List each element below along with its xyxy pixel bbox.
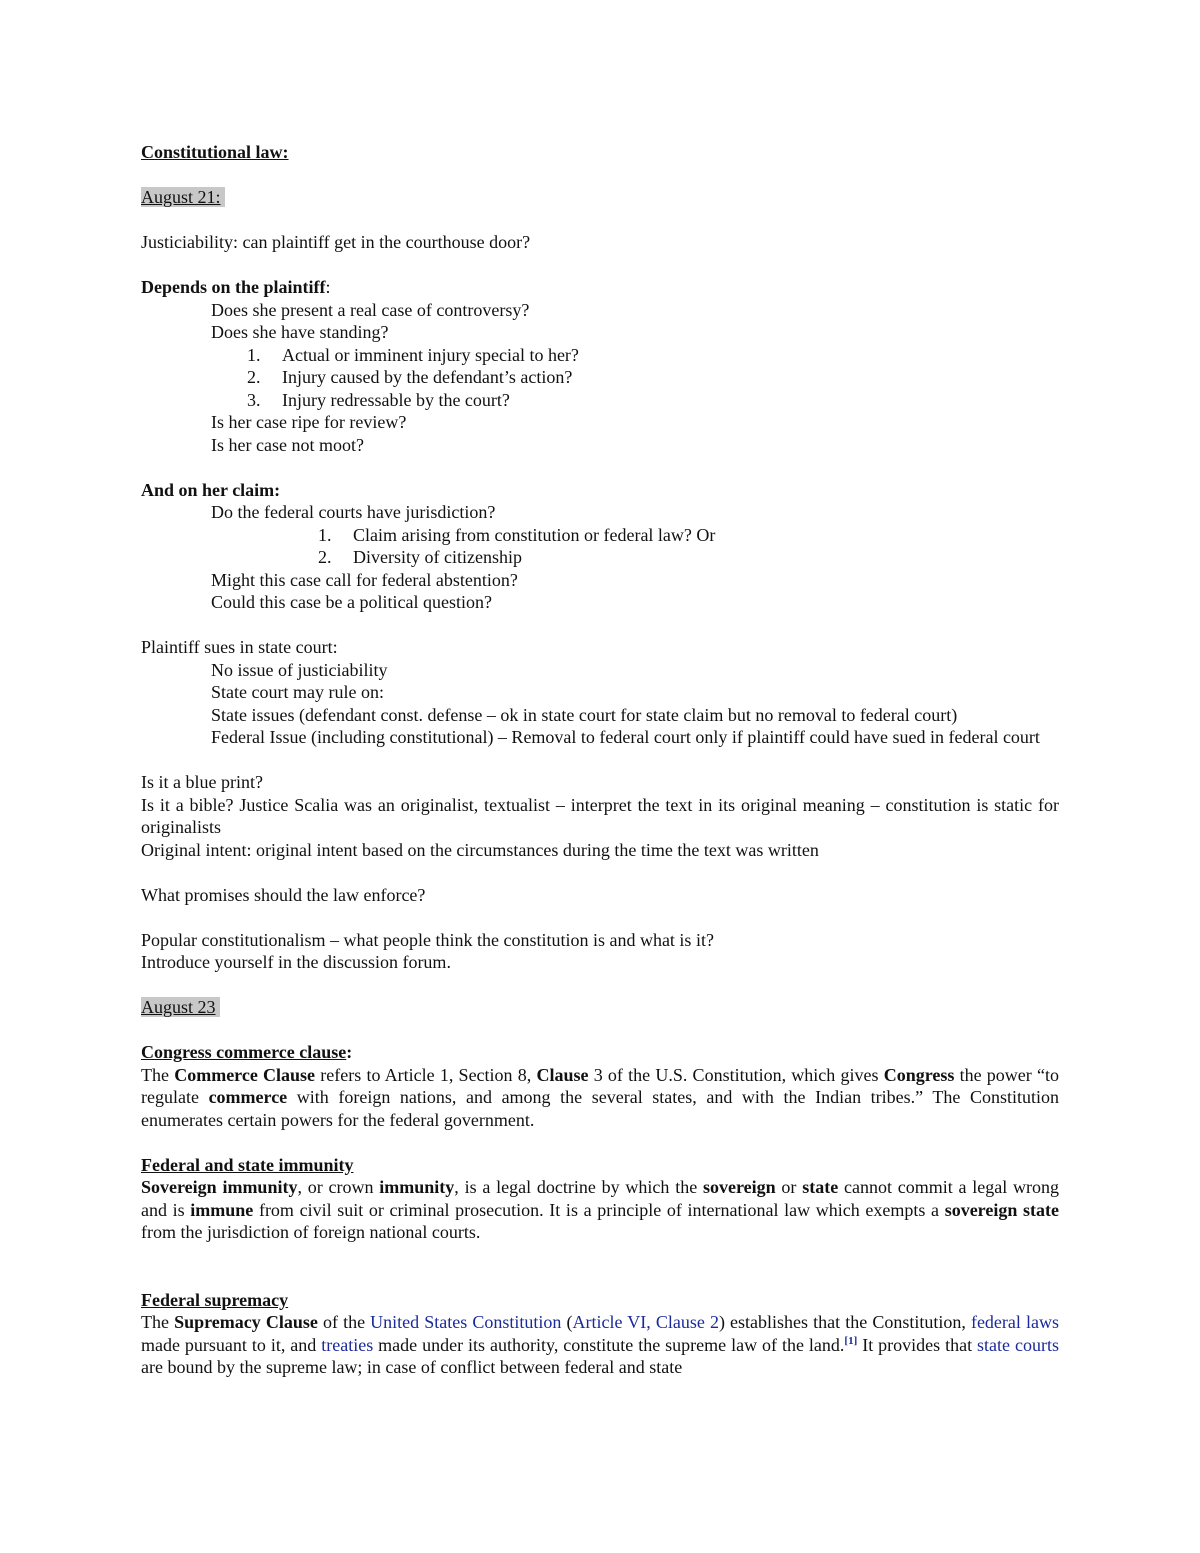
claim-question: Do the federal courts have jurisdiction?	[211, 502, 496, 522]
bible-line: Is it a bible? Justice Scalia was an originalist, textualist – interpret the text in its original meaning – constitution is static for originalists	[141, 794, 1059, 837]
popular-line: Popular constitutionalism – what people think the constitution is and what is it?	[141, 929, 714, 950]
supremacy-paragraph: The Supremacy Clause of the United States Constitution (Article VI, Clause 2) establishes that the Constitution, federal laws made pursuant to it, and treaties made under its authority, constitute the supreme law of the land.[1] It provides that state courts are bound by the supreme law; in case of conflict between federal and state	[141, 1312, 1060, 1377]
list-number: 3.	[247, 389, 261, 410]
state-court-item: No issue of justiciability	[211, 659, 388, 680]
link-state-courts[interactable]: state courts	[977, 1334, 1059, 1355]
list-text: Actual or imminent injury special to her?	[282, 344, 579, 365]
state-court-item: Federal Issue (including constitutional) – Removal to federal court only if plaintiff could have sued in federal court	[211, 727, 1040, 747]
state-court-item: State issues (defendant const. defense – ok in state court for state claim but no removal to federal court)	[211, 704, 958, 725]
plaintiff-question: Is her case not moot?	[211, 434, 364, 455]
list-item	[141, 524, 1059, 547]
list-text: Diversity of citizenship	[353, 547, 522, 567]
introduce-line: Introduce yourself in the discussion forum.	[141, 952, 451, 972]
link-united-states-constitution[interactable]: United States Constitution	[370, 1312, 562, 1332]
original-intent-line: Original intent: original intent based on the circumstances during the time the text was written	[141, 839, 819, 860]
claim-question: Could this case be a political question?	[211, 592, 492, 612]
justiciability-line: Justiciability: can plaintiff get in the courthouse door?	[141, 232, 531, 252]
document-title: Constitutional law:	[141, 142, 289, 162]
list-item	[141, 389, 1059, 412]
date-heading-august-23: August 23	[141, 997, 220, 1017]
plaintiff-heading: Depends on the plaintiff:	[141, 277, 331, 297]
immunity-heading: Federal and state immunity	[141, 1154, 354, 1175]
list-text: Claim arising from constitution or federal law? Or	[353, 524, 716, 545]
list-number: 2.	[318, 547, 332, 567]
list-item	[141, 366, 1059, 389]
list-number: 2.	[247, 367, 261, 387]
claim-heading: And on her claim:	[141, 479, 281, 500]
date-heading-august-21: August 21:	[141, 187, 225, 207]
list-text: Injury caused by the defendant’s action?	[282, 367, 573, 387]
immunity-paragraph: Sovereign immunity, or crown immunity, is a legal doctrine by which the sovereign or state cannot commit a legal wrong and is immune from civil suit or criminal prosecution. It is a principle of international law which exempts a sovereign state from the jurisdiction of foreign national courts.	[141, 1177, 1060, 1242]
state-court-line: Plaintiff sues in state court:	[141, 637, 338, 657]
commerce-paragraph: The Commerce Clause refers to Article 1, Section 8, Clause 3 of the U.S. Constitution, which gives Congress the power “to regulate commerce with foreign nations, and among the several states, and with the Indian tribes.” The Constitution enumerates certain powers for the federal government.	[141, 1064, 1059, 1130]
supremacy-heading: Federal supremacy	[141, 1289, 289, 1310]
state-court-item: State court may rule on:	[211, 682, 384, 702]
commerce-heading: Congress commerce clause:	[141, 1042, 353, 1062]
jurisdiction-list	[141, 524, 1059, 569]
link-article-vi[interactable]: Article VI, Clause 2	[572, 1312, 719, 1332]
blueprint-line: Is it a blue print?	[141, 772, 263, 792]
plaintiff-question: Does she have standing?	[211, 322, 389, 342]
link-federal-laws[interactable]: federal laws	[970, 1312, 1060, 1332]
link-treaties[interactable]: treaties	[321, 1334, 374, 1355]
list-text: Injury redressable by the court?	[282, 389, 510, 410]
list-number: 1.	[247, 344, 261, 365]
promises-line: What promises should the law enforce?	[141, 884, 426, 905]
claim-question: Might this case call for federal abstention?	[211, 569, 518, 590]
list-number: 1.	[318, 524, 332, 545]
footnote-link[interactable]: [1]	[844, 1334, 858, 1347]
list-item	[141, 546, 1059, 569]
plaintiff-question: Does she present a real case of controversy?	[211, 299, 530, 320]
standing-list	[141, 344, 1059, 412]
plaintiff-question: Is her case ripe for review?	[211, 412, 407, 432]
list-item	[141, 344, 1059, 367]
document-page	[141, 141, 1059, 1379]
